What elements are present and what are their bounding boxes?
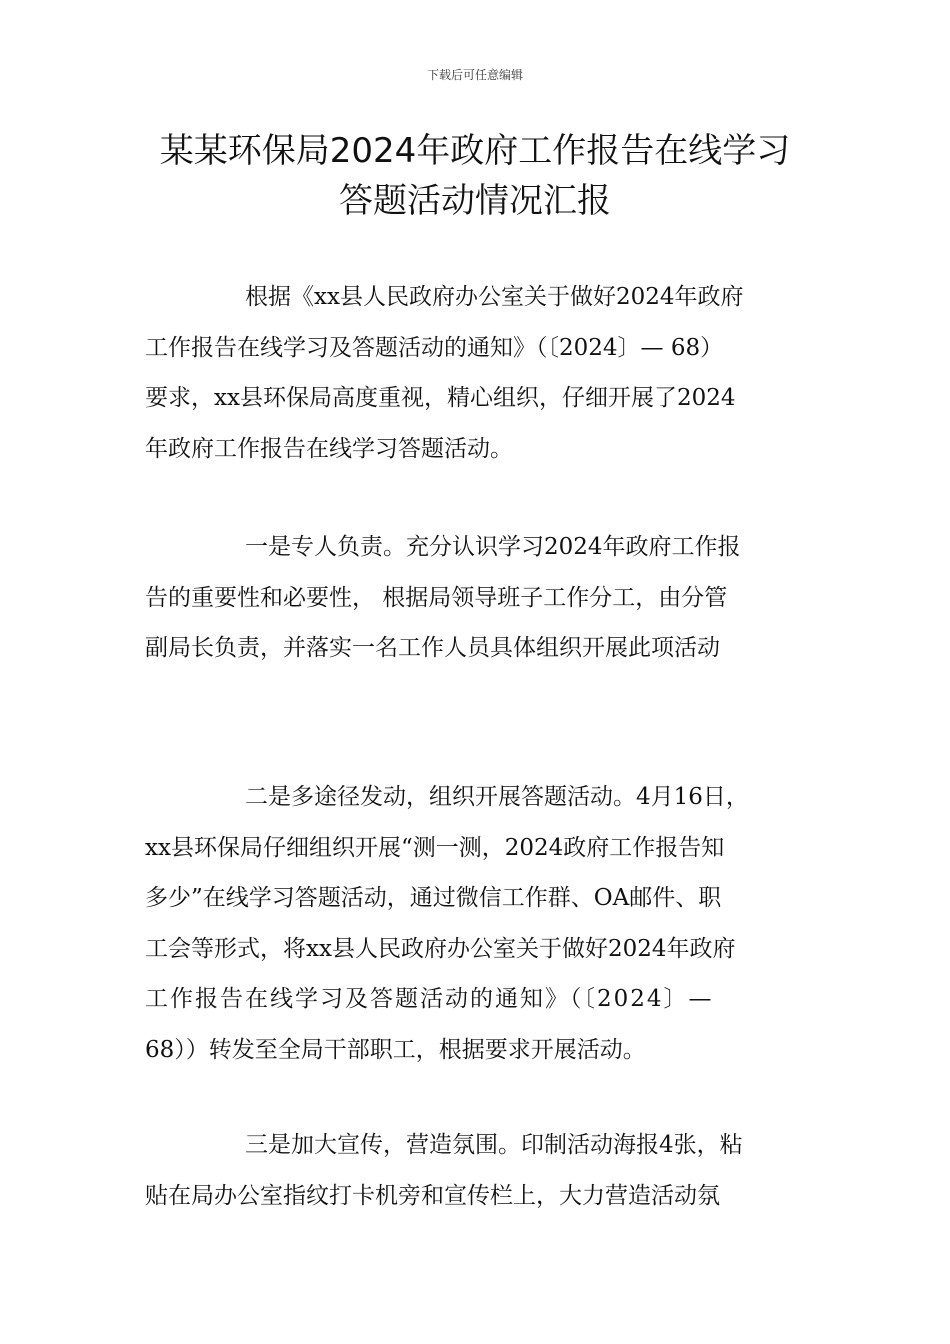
paragraph-line: 工作报告在线学习及答题活动的通知》（〔2024〕— [145, 986, 714, 1012]
paragraph-line: xx县环保局仔细组织开展“测一测，2024政府工作报告知 [145, 834, 725, 861]
paragraph-line: 工会等形式，将xx县人民政府办公室关于做好2024年政府 [145, 935, 736, 962]
paragraph-intro [145, 272, 810, 474]
paragraph-line: 告的重要性和必要性， 根据局领导班子工作分工，由分管 [145, 584, 728, 611]
paragraph-point-one [145, 522, 810, 674]
paragraph-line: 要求，xx县环保局高度重视，精心组织，仔细开展了2024 [145, 385, 736, 411]
title-line: 某某环保局2024年政府工作报告在线学习 [159, 131, 791, 171]
paragraph-line: 二是多途径发动，组织开展答题活动。4月16日， [245, 784, 749, 810]
paragraph-point-three [145, 1120, 810, 1221]
document-title [60, 126, 890, 226]
paragraph-line: 一是专人负责。充分认识学习2024年政府工作报 [245, 534, 741, 560]
paragraph-line: 工作报告在线学习及答题活动的通知》（〔2024〕— 68） [145, 334, 724, 361]
paragraph-line: 副局长负责，并落实一名工作人员具体组织开展此项活动 [145, 635, 720, 661]
paragraph-point-two [145, 772, 810, 1075]
paragraph-line: 贴在局办公室指纹打卡机旁和宣传栏上，大力营造活动氛 [145, 1182, 720, 1209]
header-note: 下载后可任意编辑 [426, 68, 523, 82]
title-line: 答题活动情况汇报 [339, 181, 611, 221]
paragraph-line: 68））转发至全局干部职工，根据要求开展活动。 [145, 1036, 646, 1063]
paragraph-line: 根据《xx县人民政府办公室关于做好2024年政府 [245, 284, 744, 310]
paragraph-line: 三是加大宣传，营造氛围。印制活动海报4张，粘 [245, 1132, 743, 1158]
paragraph-line: 多少”在线学习答题活动，通过微信工作群、OA邮件、职 [145, 885, 722, 911]
paragraph-line: 年政府工作报告在线学习答题活动。 [145, 435, 513, 462]
